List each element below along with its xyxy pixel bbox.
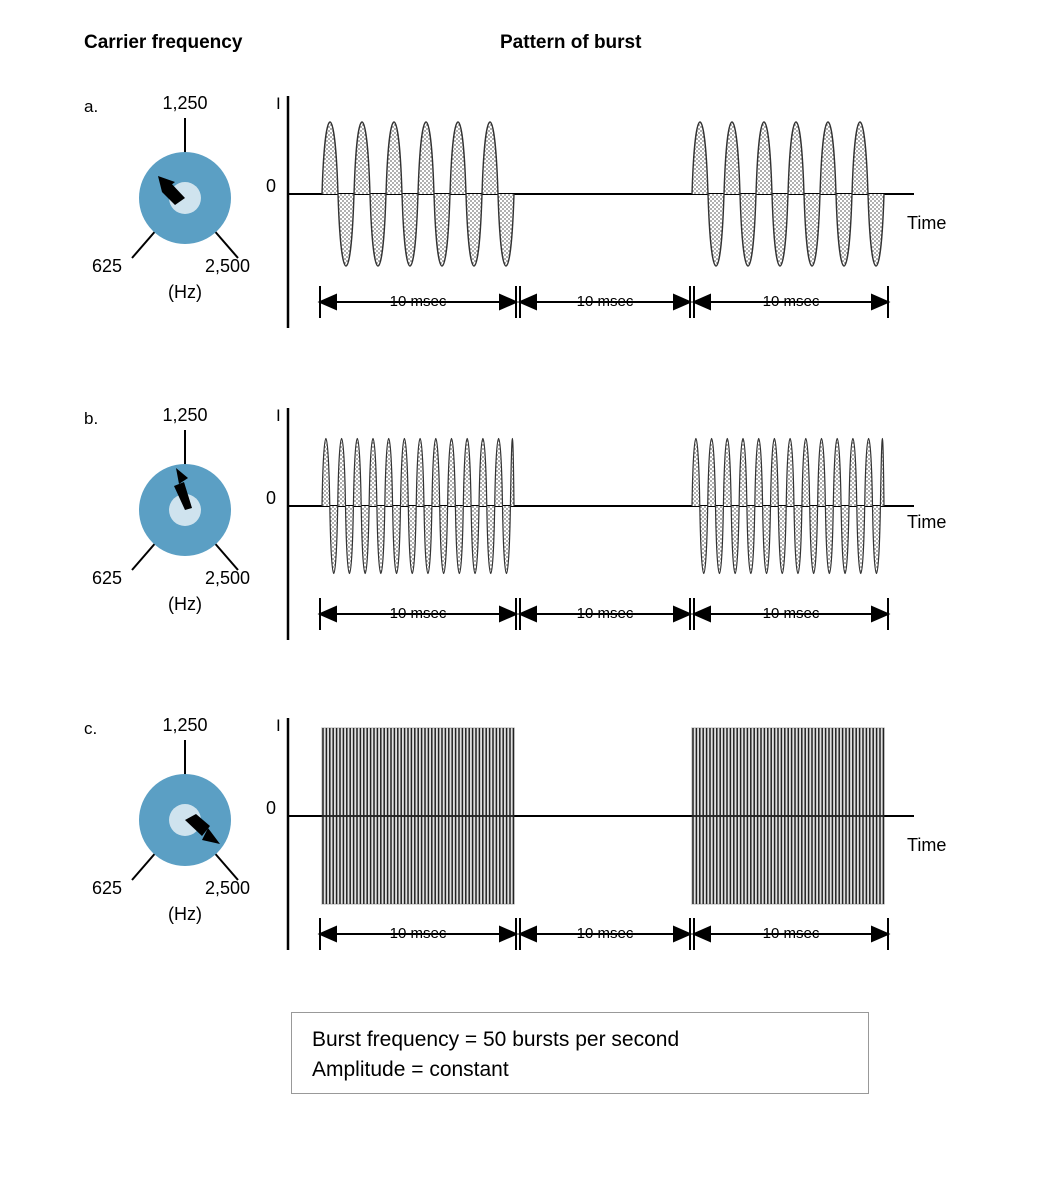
row-label-c: c. (84, 719, 98, 738)
interval-label-a-2: 10 msec (576, 293, 634, 310)
interval-label-c-3: 10 msec (762, 925, 820, 942)
caption-line-amplitude: Amplitude = constant (312, 1058, 509, 1081)
caption-line-burst-frequency: Burst frequency = 50 bursts per second (312, 1028, 680, 1051)
dial-top-label-c: 1,250 (162, 715, 208, 735)
axis-label-time-a: Time (907, 213, 947, 233)
waveform-panel-a (262, 88, 962, 338)
dial-unit-b: (Hz) (168, 594, 202, 614)
axis-label-time-c: Time (907, 835, 947, 855)
waveform-panel-b (262, 400, 962, 650)
waveform-graphic-c (262, 710, 962, 960)
dial-b (80, 400, 290, 615)
axis-label-intensity-c: I (276, 716, 281, 735)
diagram-row-a (0, 88, 1041, 338)
interval-label-a-1: 10 msec (389, 293, 447, 310)
dial-top-label-b: 1,250 (162, 405, 208, 425)
caption-box (291, 1012, 869, 1094)
axis-label-zero-b: 0 (266, 488, 277, 508)
interval-label-b-2: 10 msec (576, 605, 634, 622)
dial-a (80, 88, 290, 303)
dial-graphic-a (80, 110, 290, 280)
interval-label-c-2: 10 msec (576, 925, 634, 942)
dial-right-label-a: 2,500 (205, 256, 251, 276)
dial-left-label-b: 625 (92, 568, 123, 588)
waveform-panel-c (262, 710, 962, 960)
diagram-row-b (0, 400, 1041, 650)
dial-graphic-b (80, 422, 290, 592)
axis-label-intensity-b: I (276, 406, 281, 425)
dial-c (80, 710, 290, 925)
header-carrier-frequency: Carrier frequency (84, 32, 243, 53)
interval-label-a-3: 10 msec (762, 293, 820, 310)
dial-right-label-c: 2,500 (205, 878, 251, 898)
interval-label-b-3: 10 msec (762, 605, 820, 622)
dial-unit-a: (Hz) (168, 282, 202, 302)
axis-label-zero-a: 0 (266, 176, 277, 196)
row-label-a: a. (84, 97, 99, 116)
row-label-b: b. (84, 409, 99, 428)
axis-label-time-b: Time (907, 512, 947, 532)
axis-label-intensity-a: I (276, 94, 281, 113)
diagram-row-c (0, 710, 1041, 960)
dial-left-label-c: 625 (92, 878, 123, 898)
dial-left-label-a: 625 (92, 256, 123, 276)
header-pattern-of-burst: Pattern of burst (500, 32, 642, 53)
dial-top-label-a: 1,250 (162, 93, 208, 113)
interval-label-b-1: 10 msec (389, 605, 447, 622)
dial-graphic-c (80, 732, 290, 902)
dial-right-label-b: 2,500 (205, 568, 251, 588)
axis-label-zero-c: 0 (266, 798, 277, 818)
dial-unit-c: (Hz) (168, 904, 202, 924)
interval-label-c-1: 10 msec (389, 925, 447, 942)
